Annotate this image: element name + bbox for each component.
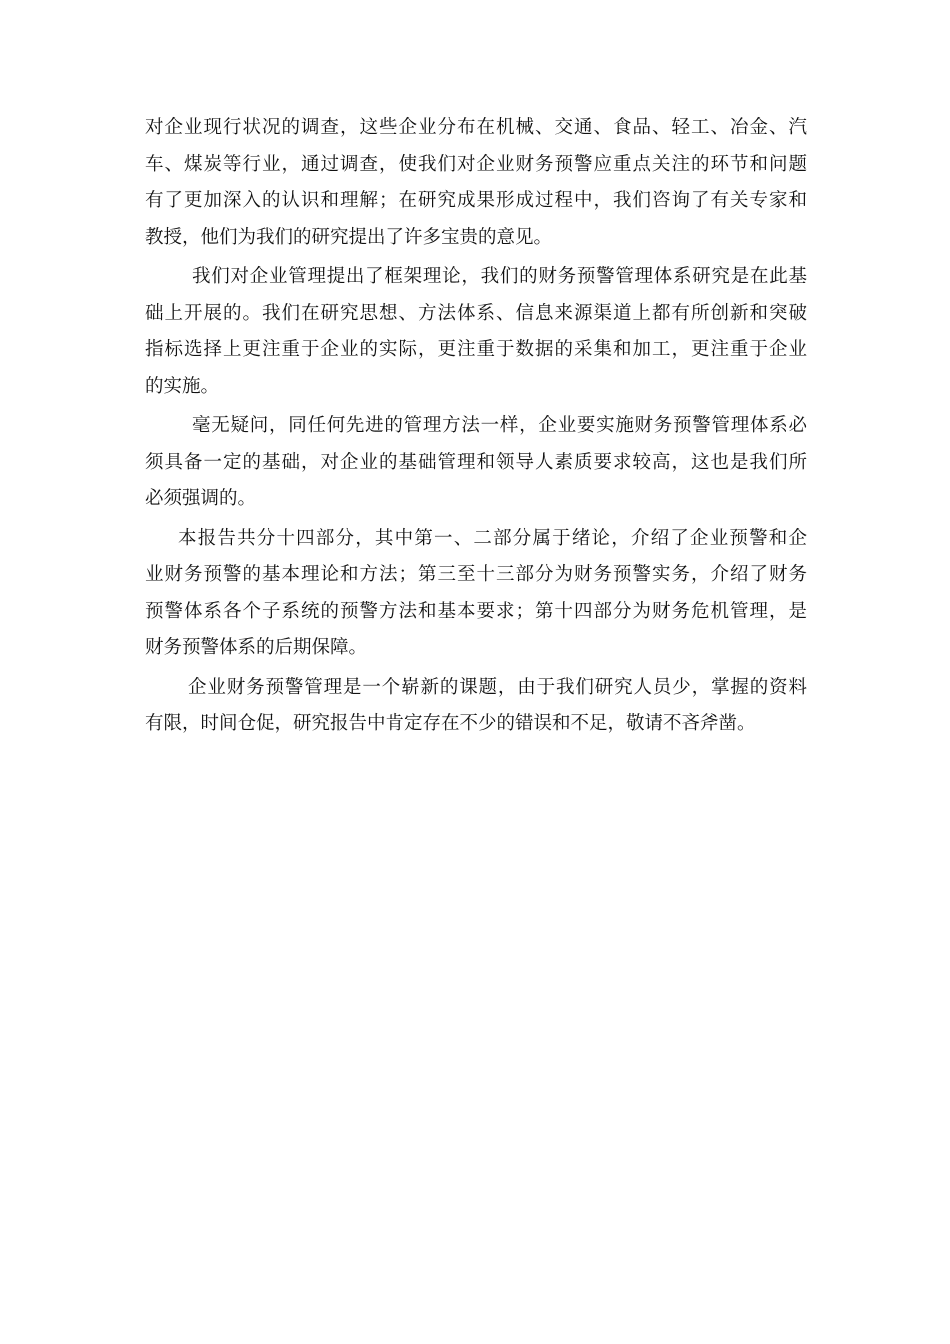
- text-line: 指标选择上更注重于企业的实际，更注重于数据的采集和加工，更注重于企业: [145, 339, 807, 360]
- body-text: [145, 110, 807, 743]
- text-line: 须具备一定的基础，对企业的基础管理和领导人素质要求较高，这也是我们所: [145, 451, 807, 473]
- text-line: 本报告共分十四部分，其中第一、二部分属于绪论，介绍了企业预警和企: [178, 527, 807, 549]
- text-line: 有了更加深入的认识和理解；在研究成果形成过程中，我们咨询了有关专家和: [145, 190, 807, 211]
- text-line: 车、煤炭等行业，通过调查，使我们对企业财务预警应重点关注的环节和问题: [145, 153, 807, 175]
- text-line: 必须强调的。: [145, 488, 257, 509]
- text-line: 预警体系各个子系统的预警方法和基本要求；第十四部分为财务危机管理，是: [145, 600, 807, 622]
- text-line: 有限，时间仓促，研究报告中肯定存在不少的错误和不足，敬请不吝斧凿。: [145, 713, 756, 734]
- paragraph-report-structure: [145, 521, 807, 667]
- text-line: 毫无疑问，同任何先进的管理方法一样，企业要实施财务预警管理体系必: [192, 415, 807, 436]
- paragraph-foundation: [145, 408, 807, 518]
- paragraph-conclusion: [145, 670, 807, 743]
- text-line: 企业财务预警管理是一个崭新的课题，由于我们研究人员少，掌握的资料: [188, 676, 807, 698]
- text-line: 我们对企业管理提出了框架理论，我们的财务预警管理体系研究是在此基: [192, 266, 807, 287]
- text-line: 的实施。: [145, 375, 220, 397]
- text-line: 财务预警体系的后期保障。: [145, 637, 368, 658]
- text-line: 础上开展的。我们在研究思想、方法体系、信息来源渠道上都有所创新和突破: [145, 302, 807, 324]
- text-line: 对企业现行状况的调查，这些企业分布在机械、交通、食品、轻工、冶金、汽: [145, 117, 807, 138]
- text-line: 业财务预警的基本理论和方法；第三至十三部分为财务预警实务，介绍了财务: [145, 564, 807, 585]
- paragraph-framework: [145, 259, 807, 405]
- text-line: 教授，他们为我们的研究提出了许多宝贵的意见。: [145, 226, 553, 248]
- paragraph-survey: [145, 110, 807, 256]
